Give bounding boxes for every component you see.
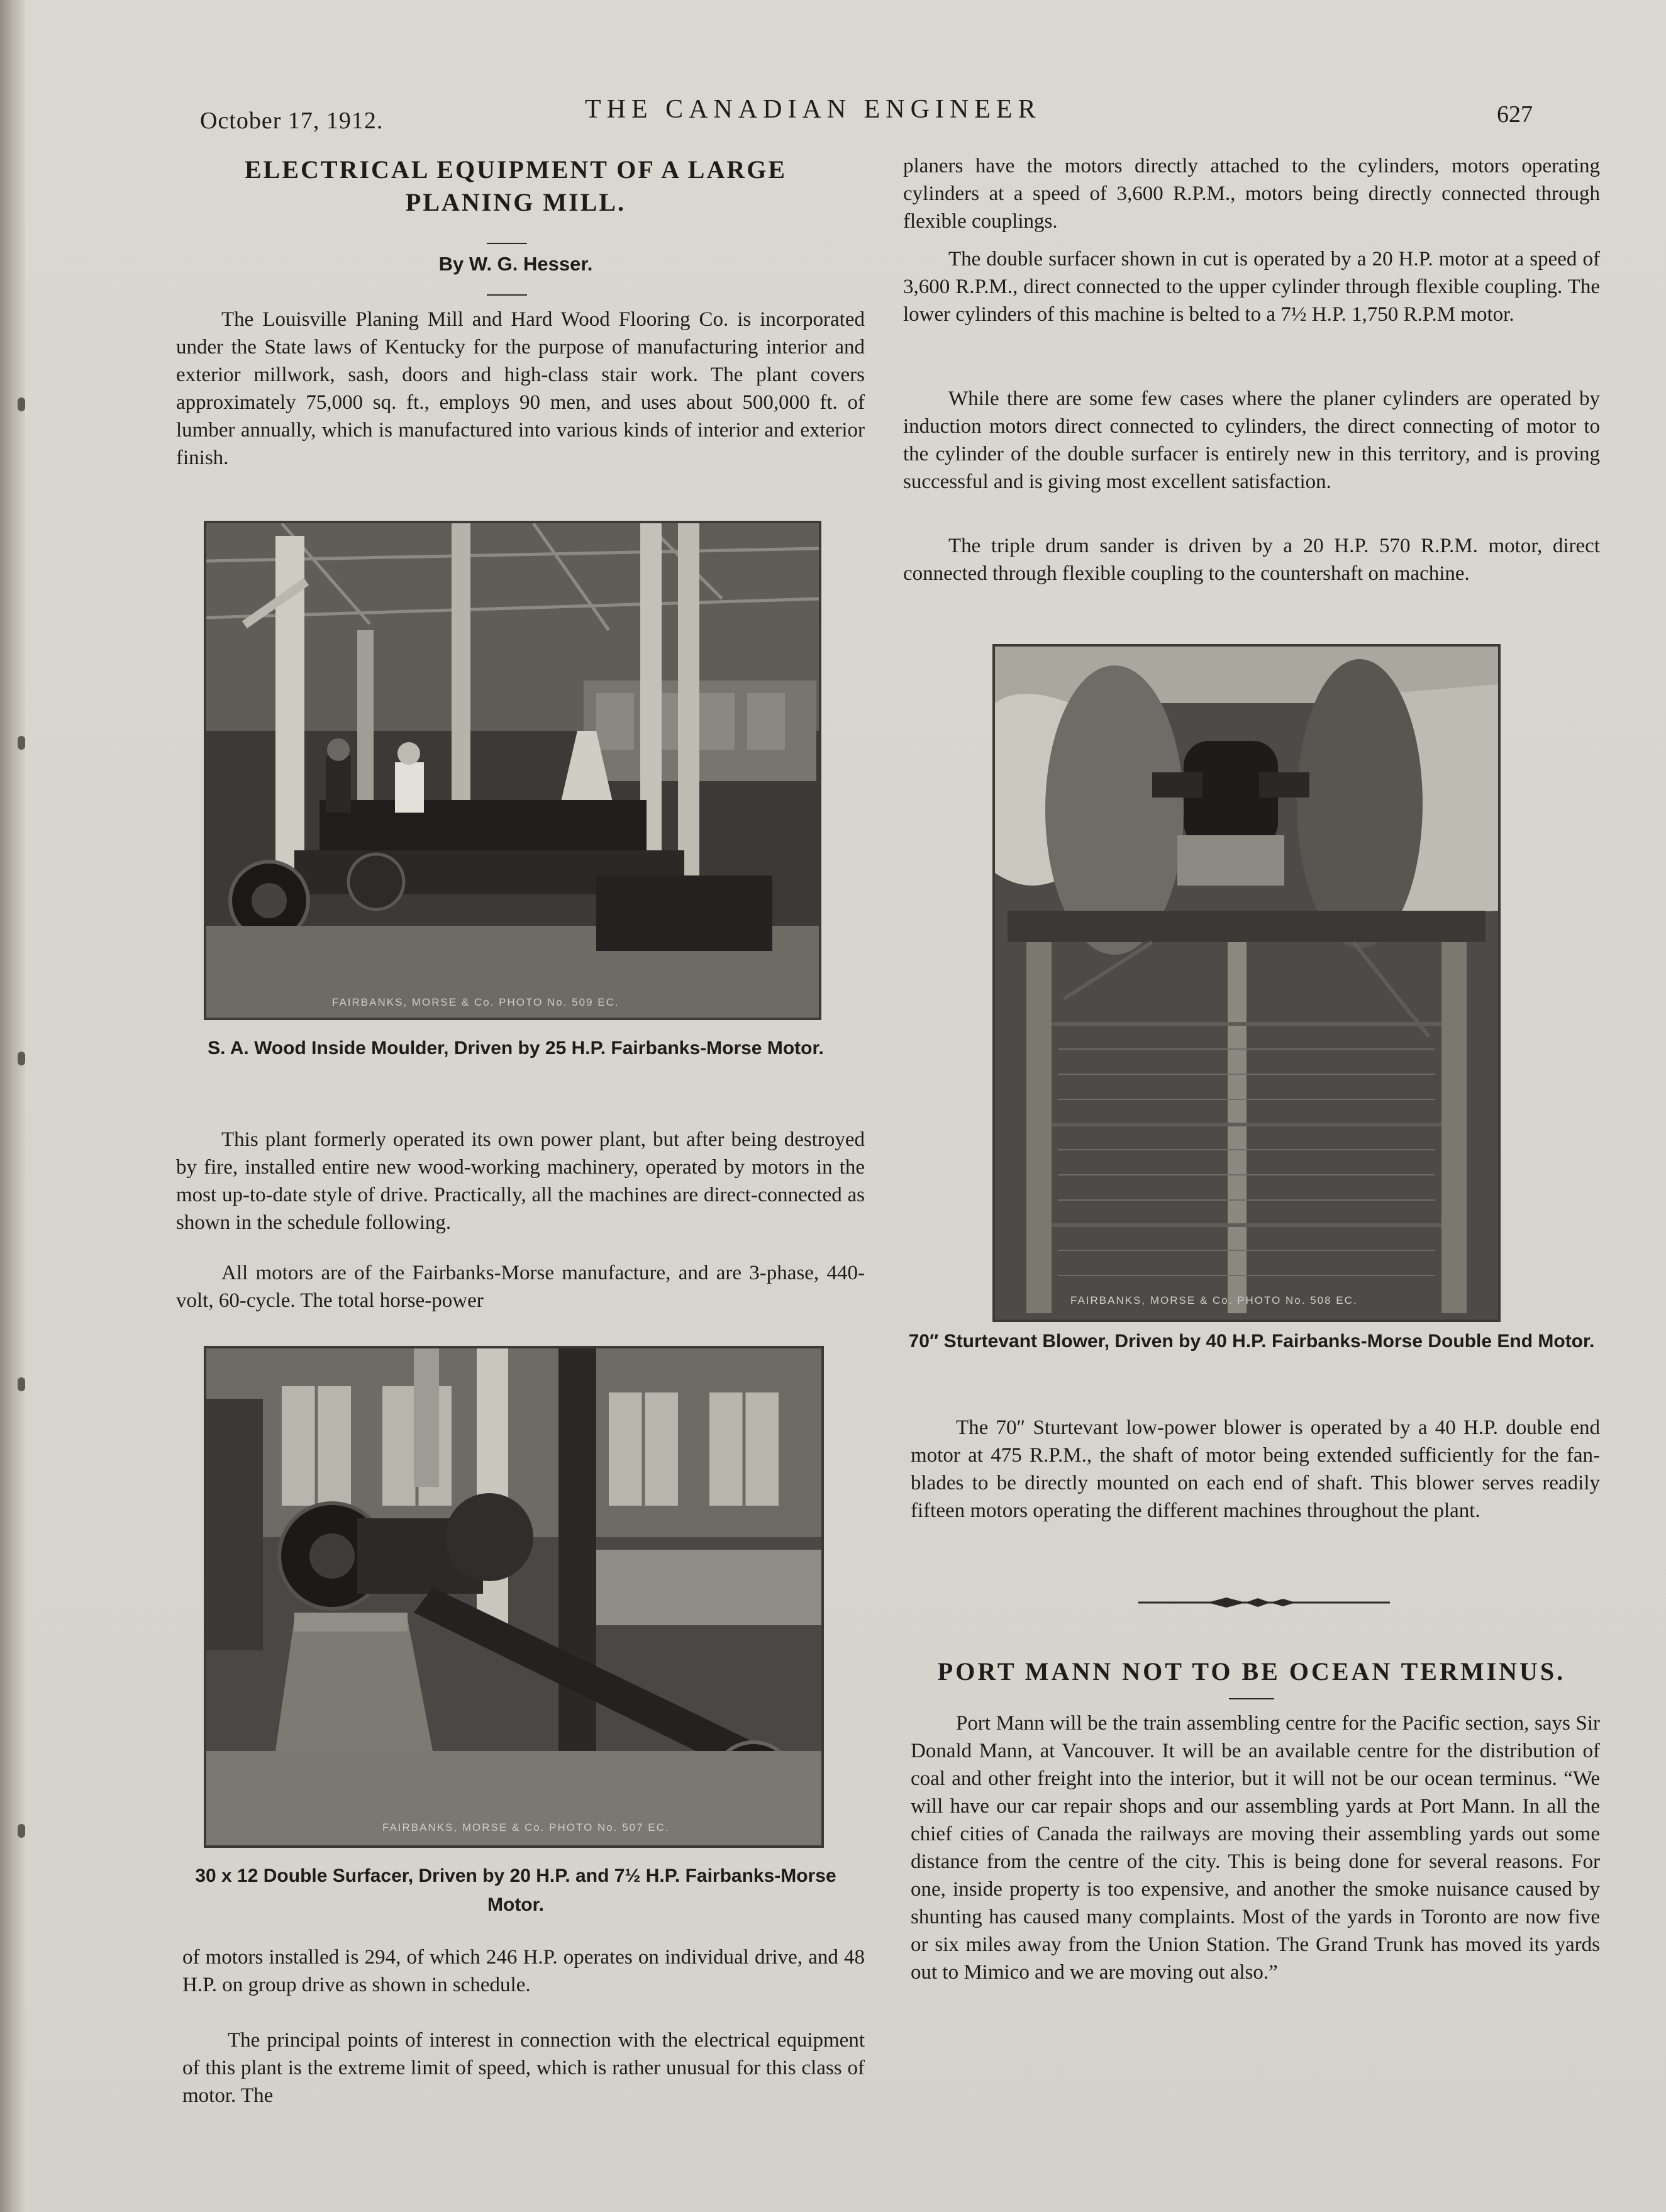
caption-double-surfacer: 30 x 12 Double Surfacer, Driven by 20 H.P. and 7½ H.P. Fairbanks-Morse Motor. <box>195 1865 836 1915</box>
ornamental-divider <box>1138 1595 1390 1610</box>
paragraph: The triple drum sander is driven by a 20 H.P. 570 R.P.M. motor, direct connected through flexible coupling to the countershaft on machine. <box>903 535 1600 585</box>
paragraph: The Louisville Planing Mill and Hard Wood Flooring Co. is incorporated under the State laws of Kentucky for the purpose of manufacturing interior and exterior millwork, sash, doors and high-class stair work. The plant covers approximately 75,000 sq. ft., employs 90 men, and uses about 500,000 ft. of lumber annually, which is manufactured into various kinds of interior and exterior finish. <box>176 308 865 469</box>
divider-rule <box>487 294 527 296</box>
paragraph: The principal points of interest in connection with the electrical equipment of this plant is the extreme limit of speed, which is rather unusual for this class of motor. The <box>182 2029 865 2107</box>
binding-mark <box>18 1377 25 1391</box>
paragraph: All motors are of the Fairbanks-Morse manufacture, and are 3-phase, 440-volt, 60-cycle. The total horse-power <box>176 1262 865 1312</box>
binding-mark <box>18 736 25 750</box>
article-headline <box>182 153 849 219</box>
blower-photo-illustration <box>995 647 1498 1320</box>
photo-moulder <box>204 521 821 1020</box>
photo-credit: FAIRBANKS, MORSE & Co. PHOTO No. 507 EC. <box>382 1821 670 1833</box>
photo-credit: FAIRBANKS, MORSE & Co. PHOTO No. 508 EC. <box>1070 1294 1358 1306</box>
headline-line-2: PLANING MILL. <box>405 188 626 216</box>
paragraph: This plant formerly operated its own power plant, but after being destroyed by fire, installed entire new wood-working machinery, operated by motors in the most up-to-date style of drive. Practically, all the machines are direct-connected as shown in the schedule following. <box>176 1128 865 1234</box>
caption-moulder: S. A. Wood Inside Moulder, Driven by 25 H.P. Fairbanks-Morse Motor. <box>208 1038 824 1059</box>
binding-gutter <box>0 0 25 2212</box>
section-title: PORT MANN NOT TO BE OCEAN TERMINUS. <box>937 1657 1566 1686</box>
photo-credit: FAIRBANKS, MORSE & Co. PHOTO No. 509 EC. <box>332 996 619 1008</box>
surfacer-photo-illustration <box>206 1348 821 1845</box>
photo-double-surfacer <box>204 1346 824 1848</box>
photo-blower <box>992 644 1501 1322</box>
paragraph: The double surfacer shown in cut is operated by a 20 H.P. motor at a speed of 3,600 R.P.M., direct connected to the upper cylinder through flexible coupling. The lower cylinders of this machine is belted to a 7½ H.P. 1,750 R.P.M motor. <box>903 248 1600 326</box>
issue-date: October 17, 1912. <box>200 108 384 134</box>
byline: By W. G. Hesser. <box>438 253 593 275</box>
page-number: 627 <box>1497 101 1533 128</box>
paragraph: of motors installed is 294, of which 246 H.P. operates on individual drive, and 48 H.P. on group drive as shown in schedule. <box>182 1946 865 1996</box>
binding-mark <box>18 397 25 411</box>
paragraph: While there are some few cases where the planer cylinders are operated by induction motors direct connected to cylinders, the direct connecting of motor to the cylinder of the double surfacer is entirely new in this territory, and is proving successful and is giving most excellent satisfaction. <box>903 387 1600 493</box>
divider-rule <box>1229 1698 1274 1699</box>
moulder-photo-illustration <box>206 523 819 1018</box>
paragraph: planers have the motors directly attached to the cylinders, motors operating cylinders at a speed of 3,600 R.P.M., motors being directly connected through flexible couplings. <box>903 155 1600 233</box>
caption-blower: 70″ Sturtevant Blower, Driven by 40 H.P. Fairbanks-Morse Double End Motor. <box>908 1331 1595 1352</box>
paragraph: The 70″ Sturtevant low-power blower is operated by a 40 H.P. double end motor at 475 R.P.M., the shaft of motor being extended sufficiently for the fan-blades to be directly mounted on each end of shaft. This blower serves readily fifteen motors operating the different machines throughout the plant. <box>911 1416 1600 1522</box>
headline-line-1: ELECTRICAL EQUIPMENT OF A LARGE <box>244 155 787 184</box>
divider-rule <box>487 243 527 244</box>
journal-title: THE CANADIAN ENGINEER <box>585 95 1041 124</box>
binding-mark <box>18 1052 25 1065</box>
binding-mark <box>18 1824 25 1838</box>
paragraph: Port Mann will be the train assembling centre for the Pacific section, says Sir Donald Mann, at Vancouver. It will be an available centre for the distribution of coal and other freight into the interior, but it will not be our ocean terminus. “We will have our car repair shops and our assembling yards at Port Mann. In all the chief cities of Canada the railways are moving their assembling yards out some distance from the centre of the city. This is being done for several reasons. For one, inside property is too expensive, and another the smoke nuisance caused by shunting has caused many complaints. Most of the yards in Toronto are now five or six miles away from the Union Station. The Grand Trunk has moved its yards out to Mimico and we are moving out also.” <box>911 1712 1600 1984</box>
journal-page <box>25 0 1666 2212</box>
